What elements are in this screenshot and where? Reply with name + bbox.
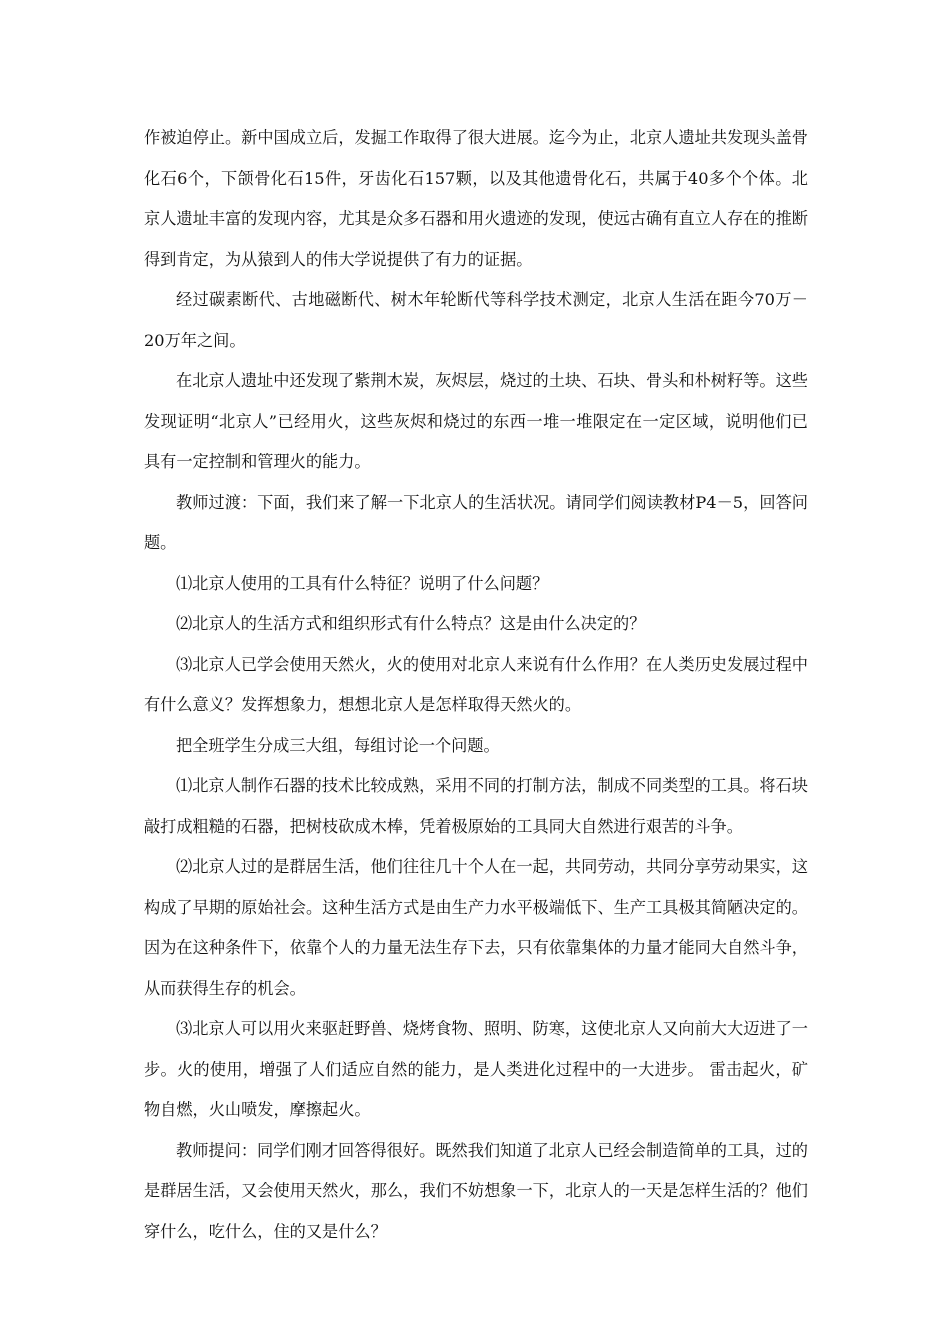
question-item: ⑶北京人已学会使用天然火，火的使用对北京人来说有什么作用？在人类历史发展过程中有什么意义？发挥想象力，想想北京人是怎样取得天然火的。 [144,654,808,714]
paragraph: 教师提问：同学们刚才回答得很好。既然我们知道了北京人已经会制造简单的工具，过的是群居生活，又会使用天然火，那么，我们不妨想象一下，北京人的一天是怎样生活的？他们穿什么，吃什么，住的又是什么？ [144,1140,808,1241]
paragraph: 在北京人遗址中还发现了紫荆木炭，灰烬层，烧过的土块、石块、骨头和朴树籽等。这些发现证明“北京人”已经用火，这些灰烬和烧过的东西一堆一堆限定在一定区域，说明他们已具有一定控制和管理火的能力。 [144,371,808,471]
document-body [144,118,808,1252]
question-item: ⑴北京人使用的工具有什么特征？说明了什么问题？ [176,573,549,593]
paragraph: 教师过渡：下面，我们来了解一下北京人的生活状况。请同学们阅读教材P4－5，回答问题。 [144,492,808,552]
answer-item: ⑵北京人过的是群居生活，他们往往几十个人在一起，共同劳动，共同分享劳动果实，这构成了早期的原始社会。这种生活方式是由生产力水平极端低下、生产工具极其简陋决定的。因为在这种条件下，依靠个人的力量无法生存下去，只有依靠集体的力量才能同大自然斗争，从而获得生存的机会。 [144,857,808,998]
answer-item: ⑴北京人制作石器的技术比较成熟，采用不同的打制方法，制成不同类型的工具。将石块敲打成粗糙的石器，把树枝砍成木棒，凭着极原始的工具同大自然进行艰苦的斗争。 [144,776,808,836]
answer-item: ⑶北京人可以用火来驱赶野兽、烧烤食物、照明、防寒，这使北京人又向前大大迈进了一步。火的使用，增强了人们适应自然的能力，是人类进化过程中的一大进步。 雷击起火，矿物自燃，火山喷发，摩擦起火。 [144,1019,808,1119]
paragraph: 作被迫停止。新中国成立后，发掘工作取得了很大进展。迄今为止，北京人遗址共发现头盖骨化石6个，下颌骨化石15件，牙齿化石157颗，以及其他遗骨化石，共属于40多个个体。北京人遗址丰富的发现内容，尤其是众多石器和用火遗迹的发现，使远古确有直立人存在的推断得到肯定，为从猿到人的伟大学说提供了有力的证据。 [144,128,808,269]
question-item: ⑵北京人的生活方式和组织形式有什么特点？这是由什么决定的？ [176,614,646,633]
paragraph: 经过碳素断代、古地磁断代、树木年轮断代等科学技术测定，北京人生活在距今70万－20万年之间。 [144,290,808,350]
paragraph: 把全班学生分成三大组，每组讨论一个问题。 [176,735,500,755]
